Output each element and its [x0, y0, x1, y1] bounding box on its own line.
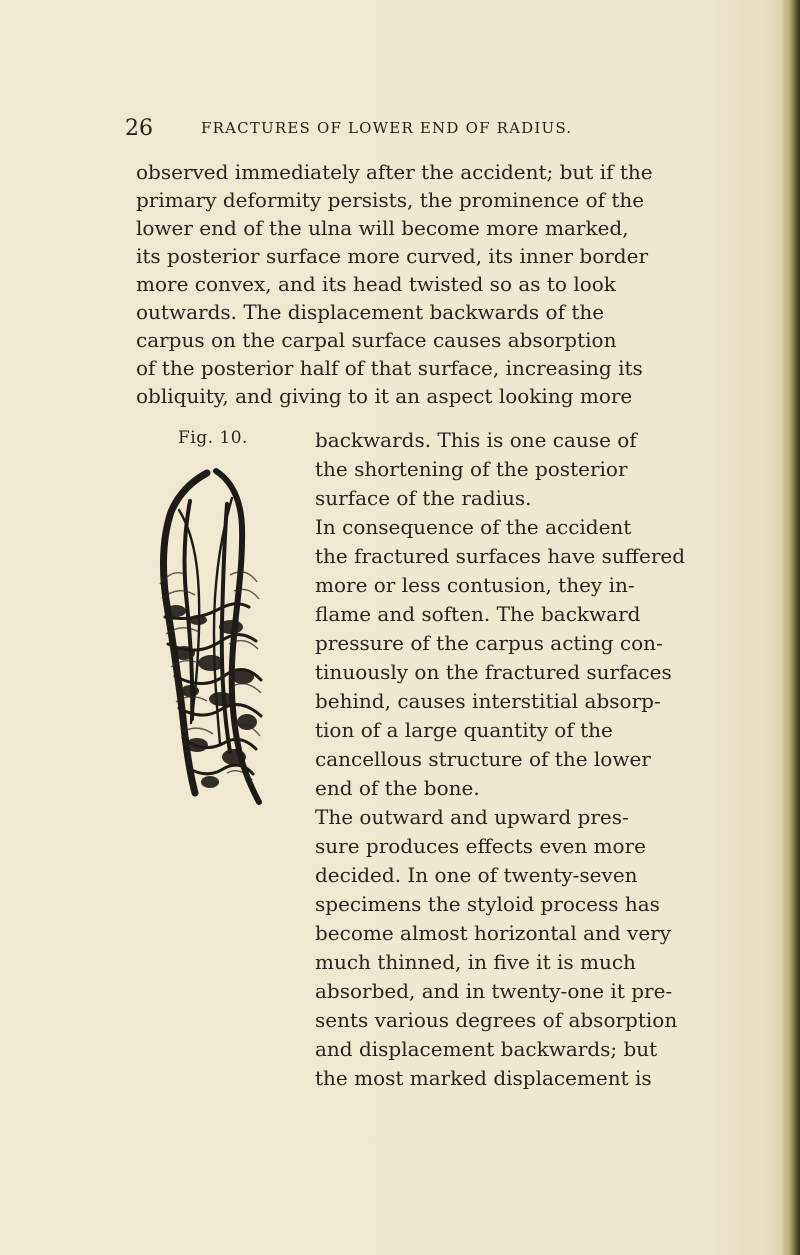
body-line: obliquity, and giving to it an aspect looking more — [136, 384, 633, 408]
body-line: more or less contusion, they in- — [315, 573, 635, 597]
running-head: FRACTURES OF LOWER END OF RADIUS. — [201, 119, 573, 137]
body-line: carpus on the carpal surface causes absorption — [136, 328, 617, 352]
body-line: primary deformity persists, the prominence of the — [136, 188, 645, 212]
body-line: the shortening of the posterior — [315, 457, 628, 481]
body-line: outwards. The displacement backwards of the — [136, 300, 605, 324]
figure-label: Fig. 10. — [178, 428, 248, 448]
body-line: become almost horizontal and very — [315, 921, 672, 945]
anatomical-illustration — [148, 456, 276, 806]
body-line: backwards. This is one cause of — [315, 428, 637, 452]
body-line: its posterior surface more curved, its inner border — [136, 244, 649, 268]
body-line: In consequence of the accident — [315, 515, 632, 539]
body-line: observed immediately after the accident; but if the — [136, 160, 653, 184]
body-line: pressure of the carpus acting con- — [315, 631, 663, 655]
body-line: of the posterior half of that surface, increasing its — [136, 356, 643, 380]
body-line: sure produces effects even more — [315, 834, 646, 858]
body-line: lower end of the ulna will become more marked, — [136, 216, 629, 240]
body-line: surface of the radius. — [315, 486, 532, 510]
body-line: more convex, and its head twisted so as to look — [136, 272, 616, 296]
body-line: specimens the styloid process has — [315, 892, 660, 916]
body-line: sents various degrees of absorption — [315, 1008, 678, 1032]
body-line: much thinned, in five it is much — [315, 950, 636, 974]
body-line: decided. In one of twenty-seven — [315, 863, 638, 887]
body-line: flame and soften. The backward — [315, 602, 641, 626]
body-line: end of the bone. — [315, 776, 480, 800]
body-line: the fractured surfaces have suffered — [315, 544, 686, 568]
page-number: 26 — [125, 116, 153, 141]
anatomical-figure — [148, 456, 276, 806]
body-line: the most marked displacement is — [315, 1066, 652, 1090]
page-edge — [782, 0, 800, 1255]
body-line: cancellous structure of the lower — [315, 747, 651, 771]
page-header — [125, 116, 645, 140]
body-line: The outward and upward pres- — [315, 805, 629, 829]
body-line: tinuously on the fractured surfaces — [315, 660, 672, 684]
body-line: absorbed, and in twenty-one it pre- — [315, 979, 673, 1003]
body-line: behind, causes interstitial absorp- — [315, 689, 661, 713]
body-line: and displacement backwards; but — [315, 1037, 658, 1061]
body-line: tion of a large quantity of the — [315, 718, 613, 742]
